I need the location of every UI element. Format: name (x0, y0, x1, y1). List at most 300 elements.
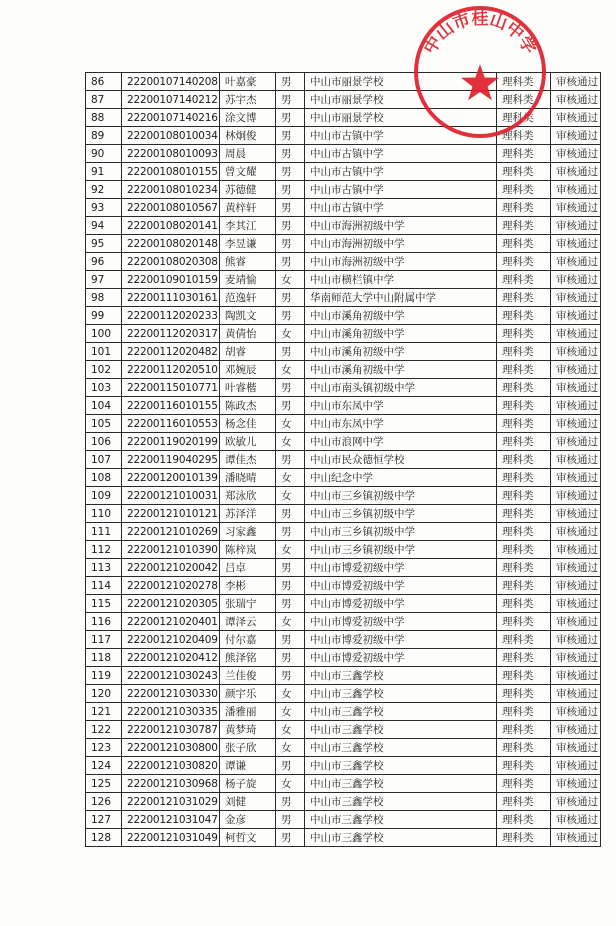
table-row (86, 595, 601, 613)
review-status-cell: 审核通过 (551, 793, 601, 811)
row-number-cell: 86 (86, 73, 122, 91)
category-cell: 理科类 (497, 739, 551, 757)
student-name-cell: 陈梓岚 (220, 541, 276, 559)
gender-cell: 男 (276, 307, 305, 325)
student-name-cell: 兰佳俊 (220, 667, 276, 685)
category-cell: 理科类 (497, 775, 551, 793)
review-status-cell: 审核通过 (551, 307, 601, 325)
school-name-cell: 中山市三鑫学校 (305, 703, 497, 721)
review-status-cell: 审核通过 (551, 811, 601, 829)
row-number-cell: 99 (86, 307, 122, 325)
row-number-cell: 107 (86, 451, 122, 469)
review-status-cell: 审核通过 (551, 631, 601, 649)
row-number-cell: 117 (86, 631, 122, 649)
student-name-cell: 黄倩怡 (220, 325, 276, 343)
category-cell: 理科类 (497, 559, 551, 577)
category-cell: 理科类 (497, 757, 551, 775)
gender-cell: 男 (276, 199, 305, 217)
row-number-cell: 119 (86, 667, 122, 685)
school-name-cell: 中山市东凤中学 (305, 415, 497, 433)
student-name-cell: 林炯俊 (220, 127, 276, 145)
exam-id-cell: 22200108010234 (122, 181, 220, 199)
table-row (86, 631, 601, 649)
table-row (86, 451, 601, 469)
category-cell: 理科类 (497, 343, 551, 361)
category-cell: 理科类 (497, 361, 551, 379)
review-status-cell: 审核通过 (551, 271, 601, 289)
table-row (86, 505, 601, 523)
exam-id-cell: 22200109010159 (122, 271, 220, 289)
student-name-cell: 苏德健 (220, 181, 276, 199)
school-name-cell: 中山市古镇中学 (305, 145, 497, 163)
student-name-cell: 熊睿 (220, 253, 276, 271)
gender-cell: 男 (276, 181, 305, 199)
gender-cell: 男 (276, 505, 305, 523)
student-name-cell: 郑泳欣 (220, 487, 276, 505)
school-name-cell: 华南师范大学中山附属中学 (305, 289, 497, 307)
gender-cell: 男 (276, 91, 305, 109)
school-name-cell: 中山市三鑫学校 (305, 793, 497, 811)
seal-text: 中山市桂山中学 (420, 8, 540, 58)
review-status-cell: 审核通过 (551, 289, 601, 307)
category-cell: 理科类 (497, 307, 551, 325)
exam-id-cell: 22200108010034 (122, 127, 220, 145)
exam-id-cell: 22200121010031 (122, 487, 220, 505)
school-name-cell: 中山市南头镇初级中学 (305, 379, 497, 397)
exam-id-cell: 22200121020409 (122, 631, 220, 649)
review-status-cell: 审核通过 (551, 325, 601, 343)
school-name-cell: 中山市东凤中学 (305, 397, 497, 415)
gender-cell: 男 (276, 217, 305, 235)
table-row (86, 487, 601, 505)
student-name-cell: 习家鑫 (220, 523, 276, 541)
student-name-cell: 金彦 (220, 811, 276, 829)
table-row (86, 397, 601, 415)
gender-cell: 女 (276, 433, 305, 451)
student-name-cell: 柯哲文 (220, 829, 276, 847)
exam-id-cell: 22200112020233 (122, 307, 220, 325)
table-row (86, 199, 601, 217)
review-status-cell: 审核通过 (551, 145, 601, 163)
table-row (86, 235, 601, 253)
row-number-cell: 96 (86, 253, 122, 271)
category-cell: 理科类 (497, 325, 551, 343)
row-number-cell: 115 (86, 595, 122, 613)
school-name-cell: 中山市古镇中学 (305, 199, 497, 217)
category-cell: 理科类 (497, 721, 551, 739)
row-number-cell: 128 (86, 829, 122, 847)
school-name-cell: 中山市古镇中学 (305, 181, 497, 199)
exam-id-cell: 22200121010121 (122, 505, 220, 523)
gender-cell: 男 (276, 811, 305, 829)
review-status-cell: 审核通过 (551, 199, 601, 217)
gender-cell: 男 (276, 379, 305, 397)
row-number-cell: 120 (86, 685, 122, 703)
review-status-cell: 审核通过 (551, 433, 601, 451)
row-number-cell: 109 (86, 487, 122, 505)
school-name-cell: 中山市丽景学校 (305, 73, 497, 91)
category-cell: 理科类 (497, 181, 551, 199)
category-cell: 理科类 (497, 523, 551, 541)
row-number-cell: 127 (86, 811, 122, 829)
school-name-cell: 中山市三鑫学校 (305, 775, 497, 793)
student-name-cell: 叶嘉豪 (220, 73, 276, 91)
gender-cell: 女 (276, 325, 305, 343)
table-row (86, 415, 601, 433)
row-number-cell: 94 (86, 217, 122, 235)
school-name-cell: 中山纪念中学 (305, 469, 497, 487)
student-name-cell: 黄梦琦 (220, 721, 276, 739)
table-row (86, 757, 601, 775)
review-status-cell: 审核通过 (551, 451, 601, 469)
review-status-cell: 审核通过 (551, 235, 601, 253)
category-cell: 理科类 (497, 109, 551, 127)
category-cell: 理科类 (497, 379, 551, 397)
category-cell: 理科类 (497, 73, 551, 91)
row-number-cell: 93 (86, 199, 122, 217)
gender-cell: 女 (276, 469, 305, 487)
exam-id-cell: 22200116010553 (122, 415, 220, 433)
school-name-cell: 中山市横栏镇中学 (305, 271, 497, 289)
review-status-cell: 审核通过 (551, 343, 601, 361)
school-name-cell: 中山市博爱初级中学 (305, 595, 497, 613)
row-number-cell: 114 (86, 577, 122, 595)
gender-cell: 男 (276, 109, 305, 127)
exam-id-cell: 22200121030800 (122, 739, 220, 757)
table-row (86, 775, 601, 793)
table-row (86, 181, 601, 199)
student-name-cell: 谭泽云 (220, 613, 276, 631)
school-name-cell: 中山市三鑫学校 (305, 667, 497, 685)
student-name-cell: 欧敏儿 (220, 433, 276, 451)
row-number-cell: 87 (86, 91, 122, 109)
student-name-cell: 付尔嘉 (220, 631, 276, 649)
row-number-cell: 102 (86, 361, 122, 379)
school-name-cell: 中山市三鑫学校 (305, 685, 497, 703)
exam-id-cell: 22200121020305 (122, 595, 220, 613)
student-name-cell: 刘健 (220, 793, 276, 811)
school-name-cell: 中山市三鑫学校 (305, 829, 497, 847)
gender-cell: 男 (276, 577, 305, 595)
row-number-cell: 88 (86, 109, 122, 127)
gender-cell: 男 (276, 163, 305, 181)
exam-id-cell: 22200112020482 (122, 343, 220, 361)
table-row (86, 253, 601, 271)
exam-id-cell: 22200121030820 (122, 757, 220, 775)
school-name-cell: 中山市三乡镇初级中学 (305, 505, 497, 523)
category-cell: 理科类 (497, 217, 551, 235)
gender-cell: 男 (276, 595, 305, 613)
student-name-cell: 麦靖愉 (220, 271, 276, 289)
row-number-cell: 108 (86, 469, 122, 487)
review-status-cell: 审核通过 (551, 541, 601, 559)
table-row (86, 703, 601, 721)
review-status-cell: 审核通过 (551, 775, 601, 793)
review-status-cell: 审核通过 (551, 415, 601, 433)
review-status-cell: 审核通过 (551, 127, 601, 145)
category-cell: 理科类 (497, 199, 551, 217)
school-name-cell: 中山市博爱初级中学 (305, 577, 497, 595)
school-name-cell: 中山市溪角初级中学 (305, 361, 497, 379)
review-status-cell: 审核通过 (551, 163, 601, 181)
row-number-cell: 91 (86, 163, 122, 181)
exam-id-cell: 22200108020308 (122, 253, 220, 271)
exam-id-cell: 22200121010390 (122, 541, 220, 559)
table-row (86, 469, 601, 487)
student-name-cell: 熊泽铭 (220, 649, 276, 667)
table-row (86, 613, 601, 631)
category-cell: 理科类 (497, 703, 551, 721)
student-name-cell: 杨念佳 (220, 415, 276, 433)
school-name-cell: 中山市丽景学校 (305, 91, 497, 109)
table-row (86, 685, 601, 703)
table-row (86, 541, 601, 559)
school-name-cell: 中山市三乡镇初级中学 (305, 487, 497, 505)
gender-cell: 女 (276, 703, 305, 721)
review-status-cell: 审核通过 (551, 379, 601, 397)
student-name-cell: 李昱谦 (220, 235, 276, 253)
student-name-cell: 谭佳杰 (220, 451, 276, 469)
student-name-cell: 谭谦 (220, 757, 276, 775)
table-row (86, 793, 601, 811)
gender-cell: 女 (276, 775, 305, 793)
row-number-cell: 112 (86, 541, 122, 559)
row-number-cell: 106 (86, 433, 122, 451)
category-cell: 理科类 (497, 235, 551, 253)
table-row (86, 271, 601, 289)
student-name-cell: 叶睿楷 (220, 379, 276, 397)
row-number-cell: 110 (86, 505, 122, 523)
row-number-cell: 89 (86, 127, 122, 145)
table-row (86, 721, 601, 739)
exam-id-cell: 22200121031047 (122, 811, 220, 829)
row-number-cell: 116 (86, 613, 122, 631)
student-name-cell: 颜宇乐 (220, 685, 276, 703)
category-cell: 理科类 (497, 451, 551, 469)
category-cell: 理科类 (497, 91, 551, 109)
review-status-cell: 审核通过 (551, 505, 601, 523)
exam-id-cell: 22200119020199 (122, 433, 220, 451)
review-status-cell: 审核通过 (551, 397, 601, 415)
exam-id-cell: 22200120010139 (122, 469, 220, 487)
gender-cell: 男 (276, 343, 305, 361)
review-status-cell: 审核通过 (551, 559, 601, 577)
exam-id-cell: 22200121020278 (122, 577, 220, 595)
seal-star-icon (461, 64, 499, 100)
gender-cell: 男 (276, 631, 305, 649)
student-name-cell: 胡睿 (220, 343, 276, 361)
gender-cell: 男 (276, 253, 305, 271)
review-status-cell: 审核通过 (551, 649, 601, 667)
gender-cell: 男 (276, 793, 305, 811)
row-number-cell: 95 (86, 235, 122, 253)
school-name-cell: 中山市三鑫学校 (305, 721, 497, 739)
row-number-cell: 105 (86, 415, 122, 433)
review-status-cell: 审核通过 (551, 667, 601, 685)
review-status-cell: 审核通过 (551, 73, 601, 91)
school-name-cell: 中山市博爱初级中学 (305, 631, 497, 649)
school-name-cell: 中山市溪角初级中学 (305, 307, 497, 325)
category-cell: 理科类 (497, 685, 551, 703)
row-number-cell: 113 (86, 559, 122, 577)
table-row (86, 577, 601, 595)
exam-id-cell: 22200121031049 (122, 829, 220, 847)
exam-id-cell: 22200112020510 (122, 361, 220, 379)
row-number-cell: 100 (86, 325, 122, 343)
row-number-cell: 121 (86, 703, 122, 721)
student-name-cell: 曾文耀 (220, 163, 276, 181)
review-status-cell: 审核通过 (551, 577, 601, 595)
category-cell: 理科类 (497, 487, 551, 505)
table-row (86, 523, 601, 541)
official-seal (410, 2, 550, 142)
school-name-cell: 中山市海洲初级中学 (305, 235, 497, 253)
school-name-cell: 中山市三鑫学校 (305, 811, 497, 829)
exam-id-cell: 22200121020401 (122, 613, 220, 631)
gender-cell: 女 (276, 541, 305, 559)
review-status-cell: 审核通过 (551, 217, 601, 235)
gender-cell: 男 (276, 289, 305, 307)
review-status-cell: 审核通过 (551, 739, 601, 757)
table-row (86, 433, 601, 451)
exam-id-cell: 22200107140216 (122, 109, 220, 127)
review-status-cell: 审核通过 (551, 757, 601, 775)
category-cell: 理科类 (497, 811, 551, 829)
review-status-cell: 审核通过 (551, 109, 601, 127)
category-cell: 理科类 (497, 631, 551, 649)
review-status-cell: 审核通过 (551, 829, 601, 847)
gender-cell: 男 (276, 451, 305, 469)
gender-cell: 女 (276, 721, 305, 739)
school-name-cell: 中山市溪角初级中学 (305, 325, 497, 343)
exam-id-cell: 22200121030968 (122, 775, 220, 793)
student-name-cell: 苏宇杰 (220, 91, 276, 109)
gender-cell: 男 (276, 523, 305, 541)
table-row (86, 163, 601, 181)
exam-id-cell: 22200108020141 (122, 217, 220, 235)
student-name-cell: 邓婉辰 (220, 361, 276, 379)
table-row (86, 217, 601, 235)
exam-id-cell: 22200121030335 (122, 703, 220, 721)
exam-id-cell: 22200108010567 (122, 199, 220, 217)
review-status-cell: 审核通过 (551, 469, 601, 487)
gender-cell: 女 (276, 739, 305, 757)
review-status-cell: 审核通过 (551, 91, 601, 109)
row-number-cell: 118 (86, 649, 122, 667)
review-status-cell: 审核通过 (551, 253, 601, 271)
exam-id-cell: 22200121020412 (122, 649, 220, 667)
row-number-cell: 97 (86, 271, 122, 289)
exam-id-cell: 22200107140212 (122, 91, 220, 109)
category-cell: 理科类 (497, 163, 551, 181)
school-name-cell: 中山市古镇中学 (305, 163, 497, 181)
table-row (86, 829, 601, 847)
exam-id-cell: 22200115010771 (122, 379, 220, 397)
review-status-cell: 审核通过 (551, 523, 601, 541)
row-number-cell: 103 (86, 379, 122, 397)
gender-cell: 男 (276, 667, 305, 685)
school-name-cell: 中山市博爱初级中学 (305, 649, 497, 667)
category-cell: 理科类 (497, 415, 551, 433)
student-name-cell: 潘晓晴 (220, 469, 276, 487)
table-row (86, 667, 601, 685)
table-row (86, 559, 601, 577)
exam-id-cell: 22200121031029 (122, 793, 220, 811)
student-name-cell: 周晨 (220, 145, 276, 163)
row-number-cell: 104 (86, 397, 122, 415)
gender-cell: 男 (276, 73, 305, 91)
category-cell: 理科类 (497, 469, 551, 487)
gender-cell: 男 (276, 145, 305, 163)
table-row (86, 361, 601, 379)
exam-id-cell: 22200108020148 (122, 235, 220, 253)
table-row (86, 145, 601, 163)
student-name-cell: 杨子旋 (220, 775, 276, 793)
exam-id-cell: 22200121010269 (122, 523, 220, 541)
exam-id-cell: 22200108010155 (122, 163, 220, 181)
student-name-cell: 李彬 (220, 577, 276, 595)
school-name-cell: 中山市浪网中学 (305, 433, 497, 451)
category-cell: 理科类 (497, 667, 551, 685)
review-status-cell: 审核通过 (551, 685, 601, 703)
row-number-cell: 124 (86, 757, 122, 775)
gender-cell: 男 (276, 649, 305, 667)
gender-cell: 男 (276, 235, 305, 253)
student-review-table (85, 72, 601, 847)
exam-id-cell: 22200112020317 (122, 325, 220, 343)
row-number-cell: 125 (86, 775, 122, 793)
student-name-cell: 陶凯文 (220, 307, 276, 325)
category-cell: 理科类 (497, 271, 551, 289)
exam-id-cell: 22200121030787 (122, 721, 220, 739)
student-name-cell: 范逸轩 (220, 289, 276, 307)
table-row (86, 811, 601, 829)
table-row (86, 379, 601, 397)
student-name-cell: 李其江 (220, 217, 276, 235)
category-cell: 理科类 (497, 793, 551, 811)
exam-id-cell: 22200111030161 (122, 289, 220, 307)
school-name-cell: 中山市三乡镇初级中学 (305, 523, 497, 541)
gender-cell: 男 (276, 559, 305, 577)
row-number-cell: 90 (86, 145, 122, 163)
category-cell: 理科类 (497, 505, 551, 523)
gender-cell: 女 (276, 613, 305, 631)
school-name-cell: 中山市古镇中学 (305, 127, 497, 145)
review-status-cell: 审核通过 (551, 361, 601, 379)
review-status-cell: 审核通过 (551, 721, 601, 739)
exam-id-cell: 22200121030330 (122, 685, 220, 703)
category-cell: 理科类 (497, 289, 551, 307)
gender-cell: 男 (276, 757, 305, 775)
student-name-cell: 张子欣 (220, 739, 276, 757)
review-status-cell: 审核通过 (551, 181, 601, 199)
school-name-cell: 中山市三鑫学校 (305, 739, 497, 757)
exam-id-cell: 22200119040295 (122, 451, 220, 469)
student-name-cell: 吕卓 (220, 559, 276, 577)
gender-cell: 男 (276, 397, 305, 415)
table-row (86, 649, 601, 667)
category-cell: 理科类 (497, 253, 551, 271)
school-name-cell: 中山市三乡镇初级中学 (305, 541, 497, 559)
category-cell: 理科类 (497, 577, 551, 595)
table-row (86, 289, 601, 307)
school-name-cell: 中山市三鑫学校 (305, 757, 497, 775)
review-status-cell: 审核通过 (551, 595, 601, 613)
school-name-cell: 中山市海洲初级中学 (305, 253, 497, 271)
table-body (86, 73, 601, 847)
student-name-cell: 张瑞宁 (220, 595, 276, 613)
table-row (86, 739, 601, 757)
